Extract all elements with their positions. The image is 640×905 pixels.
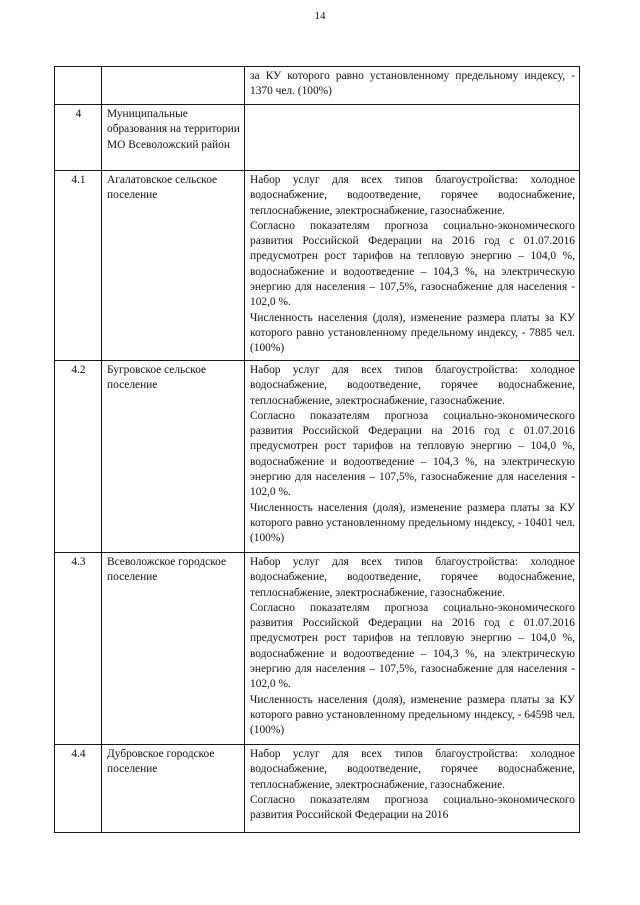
row-name-cell: Муниципальные образования на территории МО Всеволожский район	[102, 105, 245, 171]
row-description-cell	[245, 171, 580, 361]
table-row	[55, 171, 580, 361]
row-name-cell: Дубровское городское поселение	[102, 745, 245, 833]
row-number-cell: 4.4	[55, 745, 102, 833]
description-paragraph: Набор услуг для всех типов благоустройства: холодное водоснабжение, водоотведение, горячее водоснабжение, теплоснабжение, электроснабжение, газоснабжение.	[250, 556, 575, 599]
description-paragraph: Набор услуг для всех типов благоустройства: холодное водоснабжение, водоотведение, горячее водоснабжение, теплоснабжение, электроснабжение, газоснабжение.	[250, 174, 575, 217]
description-paragraph: Согласно показателям прогноза социально-экономического развития Российской Федерации на 2016 год с 01.07.2016 предусмотрен рост тарифов на тепловую энергию – 104,0 %, водоснабжение и водоотведение – 104,3 %, на электрическую энергию для населения – 107,5%, газоснабжение для населения - 102,0 %.	[250, 601, 575, 691]
row-name-cell: Агалатовское сельское поселение	[102, 171, 245, 361]
row-description-cell	[245, 361, 580, 553]
table-row-continuation	[55, 67, 580, 105]
document-table	[54, 66, 580, 833]
row-description-cell	[245, 553, 580, 745]
table-row	[55, 105, 580, 171]
description-paragraph: Численность населения (доля), изменение размера платы за КУ которого равно установленному предельному индексу, - 7885 чел. (100%)	[250, 311, 575, 355]
description-paragraph: Численность населения (доля), изменение размера платы за КУ которого равно установленному предельному индексу, - 64598 чел. (100%)	[250, 693, 575, 737]
table-row	[55, 553, 580, 745]
description-paragraph: Согласно показателям прогноза социально-экономического развития Российской Федерации на 2016	[250, 793, 575, 822]
row-name-cell: Всеволожское городское поселение	[102, 553, 245, 745]
row-name-cell	[102, 67, 245, 105]
row-description-cell	[245, 67, 580, 105]
table-row	[55, 745, 580, 833]
page-number: 14	[314, 10, 326, 22]
row-number-cell: 4.2	[55, 361, 102, 553]
description-paragraph: Набор услуг для всех типов благоустройства: холодное водоснабжение, водоотведение, горячее водоснабжение, теплоснабжение, электроснабжение, газоснабжение.	[250, 748, 575, 791]
description-paragraph: Согласно показателям прогноза социально-экономического развития Российской Федерации на 2016 год с 01.07.2016 предусмотрен рост тарифов на тепловую энергию – 104,0 %, водоснабжение и водоотведение – 104,3 %, на электрическую энергию для населения – 107,5%, газоснабжение для населения - 102,0 %.	[250, 409, 575, 499]
description-paragraph: за КУ которого равно установленному предельному индексу, - 1370 чел. (100%)	[250, 70, 575, 98]
row-number-cell: 4.1	[55, 171, 102, 361]
row-name-cell: Бугровское сельское поселение	[102, 361, 245, 553]
row-description-cell	[245, 105, 580, 171]
description-paragraph: Набор услуг для всех типов благоустройства: холодное водоснабжение, водоотведение, горячее водоснабжение, теплоснабжение, электроснабжение, газоснабжение.	[250, 364, 575, 407]
table-row	[55, 361, 580, 553]
row-number-cell: 4	[55, 105, 102, 171]
row-number-cell: 4.3	[55, 553, 102, 745]
row-number-cell	[55, 67, 102, 105]
row-description-cell	[245, 745, 580, 833]
description-paragraph: Согласно показателям прогноза социально-экономического развития Российской Федерации на 2016 год с 01.07.2016 предусмотрен рост тарифов на тепловую энергию – 104,0 %, водоснабжение и водоотведение – 104,3 %, на электрическую энергию для населения – 107,5%, газоснабжение для населения - 102,0 %.	[250, 219, 575, 309]
description-paragraph: Численность населения (доля), изменение размера платы за КУ которого равно установленному предельному индексу, - 10401 чел. (100%)	[250, 501, 575, 545]
